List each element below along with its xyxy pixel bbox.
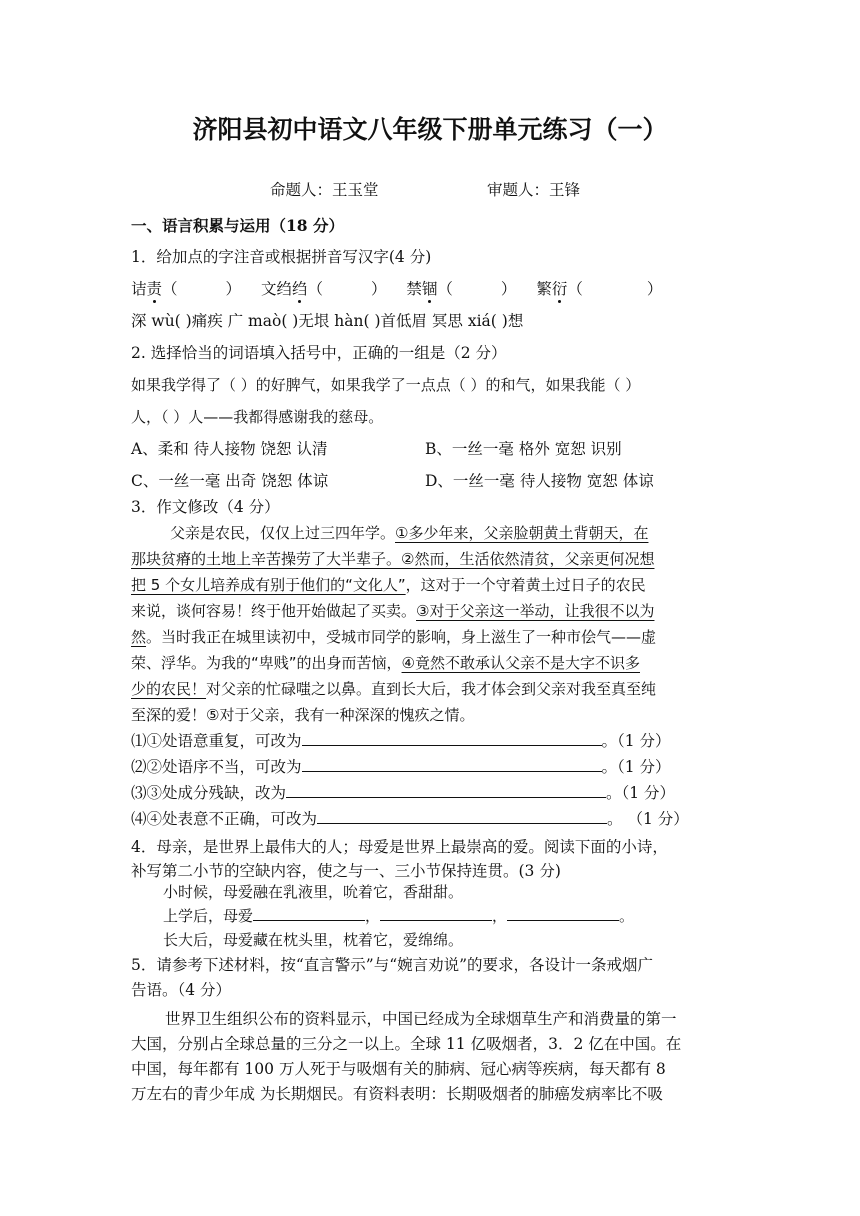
q4-poem-line-3: 长大后，母爱藏在枕头里，枕着它，爱绵绵。	[163, 931, 464, 949]
q1-prompt: 1．给加点的字注音或根据拼音写汉字(4 分)	[131, 248, 432, 266]
q2-option-a: A、柔和 待人接物 饶恕 认清	[131, 440, 328, 458]
q3-fix-1: ⑴①处语意重复，可改为 。（1 分）	[131, 732, 671, 750]
q2-option-c: C、一丝一毫 出奇 饶恕 体谅	[131, 472, 329, 490]
q4-prompt-1: 4．母亲，是世界上最伟大的人；母爱是世界上最崇高的爱。阅读下面的小诗，	[131, 838, 668, 856]
page-title: 济阳县初中语文八年级下册单元练习（一）	[192, 115, 668, 144]
q5-prompt-1: 5．请参考下述材料，按“直言警示”与“婉言劝说”的要求，各设计一条戒烟广	[131, 956, 654, 974]
reviewer-line: 审题人：王锋	[487, 181, 581, 199]
q4-poem-line-1: 小时候，母爱融在乳液里，吮着它，香甜甜。	[163, 883, 464, 901]
q2-prompt: 2. 选择恰当的词语填入括号中，正确的一组是（2 分）	[131, 344, 507, 362]
answer-blank[interactable]	[286, 783, 606, 798]
q1-item-4: 繁衍（	[536, 280, 583, 298]
answer-blank[interactable]	[507, 906, 619, 921]
q5-material-3: 中国，每年都有 100 万人死于与吸烟有关的肺病、冠心病等疾病，每天都有 8	[131, 1060, 666, 1078]
answer-blank[interactable]	[302, 757, 602, 772]
q1-row2: 深 wù( )痛疾 广 maò( )无垠 hàn( )首低眉 冥思 xiá( )想	[131, 312, 524, 330]
answer-blank[interactable]	[380, 906, 492, 921]
q5-material-1: 世界卫生组织公布的资料显示，中国已经成为全球烟草生产和消费量的第一	[165, 1010, 677, 1028]
answer-blank[interactable]	[317, 809, 607, 824]
q3-prompt: 3．作文修改（4 分）	[131, 498, 280, 516]
q3-fix-4: ⑷④处表意不正确，可改为 。 （1 分）	[131, 810, 689, 828]
q1-item-3: 禁锢（	[406, 280, 453, 298]
q5-material-4: 万左右的青少年成 为长期烟民。有资料表明：长期吸烟者的肺癌发病率比不吸	[131, 1085, 663, 1103]
q5-material-2: 大国，分别占全球总量的三分之一以上。全球 11 亿吸烟者，3．2 亿在中国。在	[131, 1035, 682, 1053]
section-heading: 一、语言积累与运用（18 分）	[131, 216, 344, 235]
q1-row1: 诘责（ ） 文绉绉（ ） 禁锢（ ） 繁衍（ ）	[131, 280, 663, 298]
q2-line2: 人，（ ）人——我都得感谢我的慈母。	[131, 408, 384, 426]
q4-poem-line-2: 上学后，母爱 ， ， 。	[163, 907, 635, 925]
setter-line: 命题人：王玉堂	[270, 181, 379, 199]
q3-fix-3: ⑶③处成分残缺，改为 。（1 分）	[131, 784, 676, 802]
q3-fix-2: ⑵②处语序不当，可改为 。（1 分）	[131, 758, 671, 776]
q2-option-b: B、一丝一毫 格外 宽恕 识别	[425, 440, 622, 458]
q2-option-d: D、一丝一毫 待人接物 宽恕 体谅	[425, 472, 654, 490]
q4-prompt-2: 补写第二小节的空缺内容，使之与一、三小节保持连贯。(3 分)	[131, 862, 561, 880]
answer-blank[interactable]	[302, 731, 602, 746]
q1-item-1: 诘责（	[131, 280, 178, 298]
q5-prompt-2: 告语。（4 分）	[131, 981, 232, 999]
answer-blank[interactable]	[253, 906, 365, 921]
q2-line1: 如果我学得了（ ）的好脾气，如果我学了一点点（ ）的和气，如果我能（ ）	[131, 376, 641, 394]
q1-item-2: 文绉绉（	[260, 280, 323, 298]
